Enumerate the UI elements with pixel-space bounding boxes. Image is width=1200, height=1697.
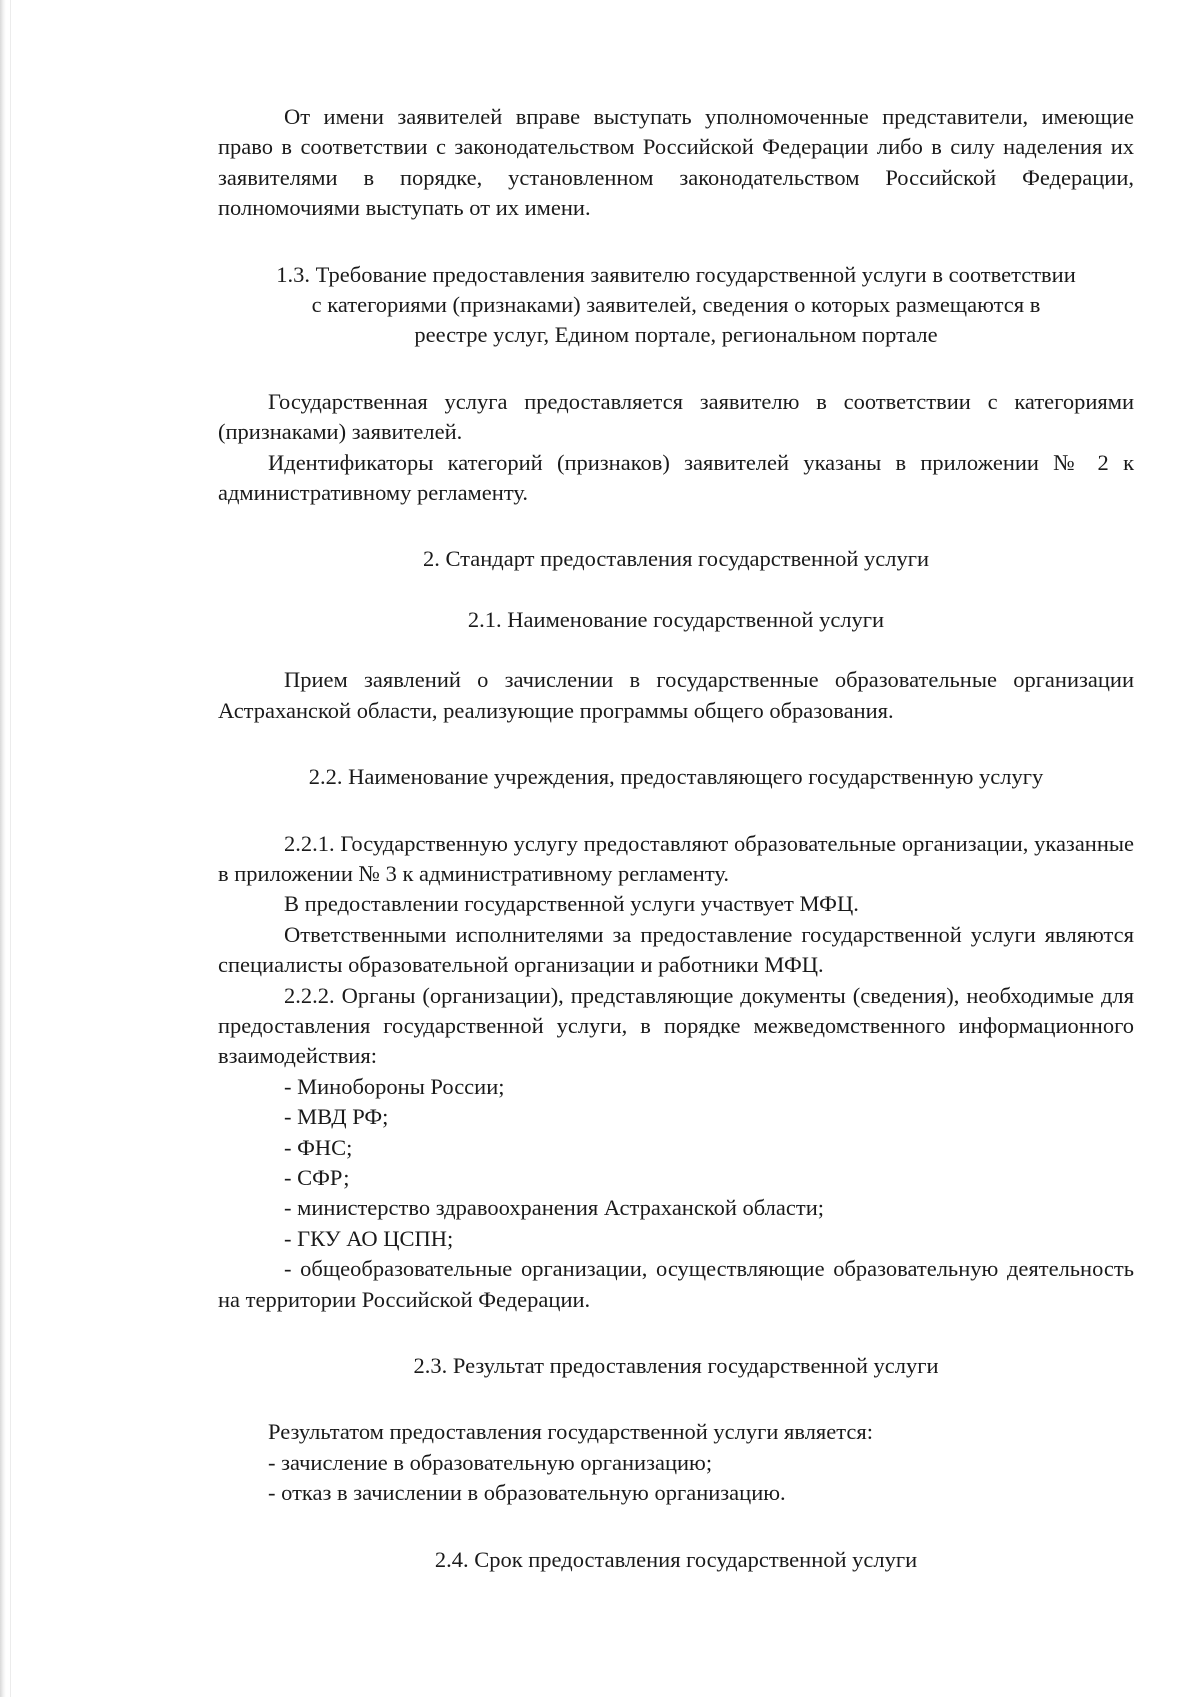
section-1-3-heading-line: с категориями (признаками) заявителей, сведения о которых размещаются в [311, 292, 1041, 318]
agency-list [218, 1072, 1134, 1254]
result-item: - зачисление в образовательную организацию; [268, 1449, 713, 1475]
spacer [218, 508, 1134, 544]
section-1-3-heading-line: 1.3. Требование предоставления заявителю государственной услуги в соответствии [276, 261, 1076, 287]
spacer [218, 575, 1134, 605]
section-1-3-paragraph: Идентификаторы категорий (признаков) заявителей указаны в приложении № 2 к административному регламенту. [218, 449, 1134, 506]
list-item: - СФР; [284, 1164, 350, 1190]
section-2-4-heading: 2.4. Срок предоставления государственной услуги [434, 1546, 918, 1572]
result-paragraph: Результатом предоставления государственной услуги является: [268, 1419, 873, 1445]
paragraph-responsible: Ответственными исполнителями за предоставление государственной услуги являются специалисты образовательной организации и работники МФЦ. [218, 921, 1134, 978]
result-item: - отказ в зачислении в образовательную организацию. [268, 1480, 786, 1506]
result-block [218, 1417, 1134, 1508]
scan-edge-shadow [0, 0, 6, 1697]
document-page [218, 102, 1134, 1575]
spacer [218, 1381, 1134, 1417]
section-2-heading: 2. Стандарт предоставления государственной услуги [422, 546, 930, 572]
spacer [218, 351, 1134, 387]
list-item: - ГКУ АО ЦСПН; [284, 1225, 454, 1251]
list-item: - ФНС; [284, 1134, 353, 1160]
spacer [218, 726, 1134, 762]
list-item: - Минобороны России; [284, 1073, 505, 1099]
paragraph-2-2-1: 2.2.1. Государственную услугу предоставляют образовательные организации, указанные в приложении № 3 к административному регламенту. [218, 830, 1134, 886]
section-1-3-heading [218, 260, 1134, 351]
section-1-3-heading-line: реестре услуг, Едином портале, региональном портале [414, 322, 938, 348]
spacer [218, 1509, 1134, 1545]
spacer [218, 635, 1134, 665]
section-2-2-heading: 2.2. Наименование учреждения, предоставляющего государственную услугу [308, 764, 1044, 790]
spacer [218, 793, 1134, 829]
intro-paragraph: От имени заявителей вправе выступать уполномоченные представители, имеющие право в соответствии с законодательством Российской Федерации либо в силу наделения их заявителями в порядке, установленном законодательством Российской Федерации, полномочиями выступать от их имени. [218, 104, 1134, 221]
spacer [218, 1315, 1134, 1351]
scan-edge-line [10, 0, 11, 1697]
spacer [218, 224, 1134, 260]
list-item-last: - общеобразовательные организации, осуществляющие образовательную деятельность на территории Российской Федерации. [218, 1256, 1134, 1312]
list-item: - министерство здравоохранения Астраханской области; [284, 1195, 824, 1221]
list-item: - МВД РФ; [284, 1104, 389, 1130]
section-1-3-paragraph: Государственная услуга предоставляется заявителю в соответствии с категориями (признаками) заявителей. [218, 388, 1134, 445]
paragraph-mfc: В предоставлении государственной услуги участвует МФЦ. [284, 891, 859, 917]
section-2-1-paragraph: Прием заявлений о зачислении в государственные образовательные организации Астраханской области, реализующие программы общего образования. [218, 667, 1134, 723]
section-2-3-heading: 2.3. Результат предоставления государственной услуги [413, 1353, 939, 1378]
section-2-1-heading: 2.1. Наименование государственной услуги [467, 606, 885, 632]
paragraph-2-2-2: 2.2.2. Органы (организации), представляющие документы (сведения), необходимые для предоставления государственной услуги, в порядке межведомственного информационного взаимодействия: [218, 982, 1134, 1069]
